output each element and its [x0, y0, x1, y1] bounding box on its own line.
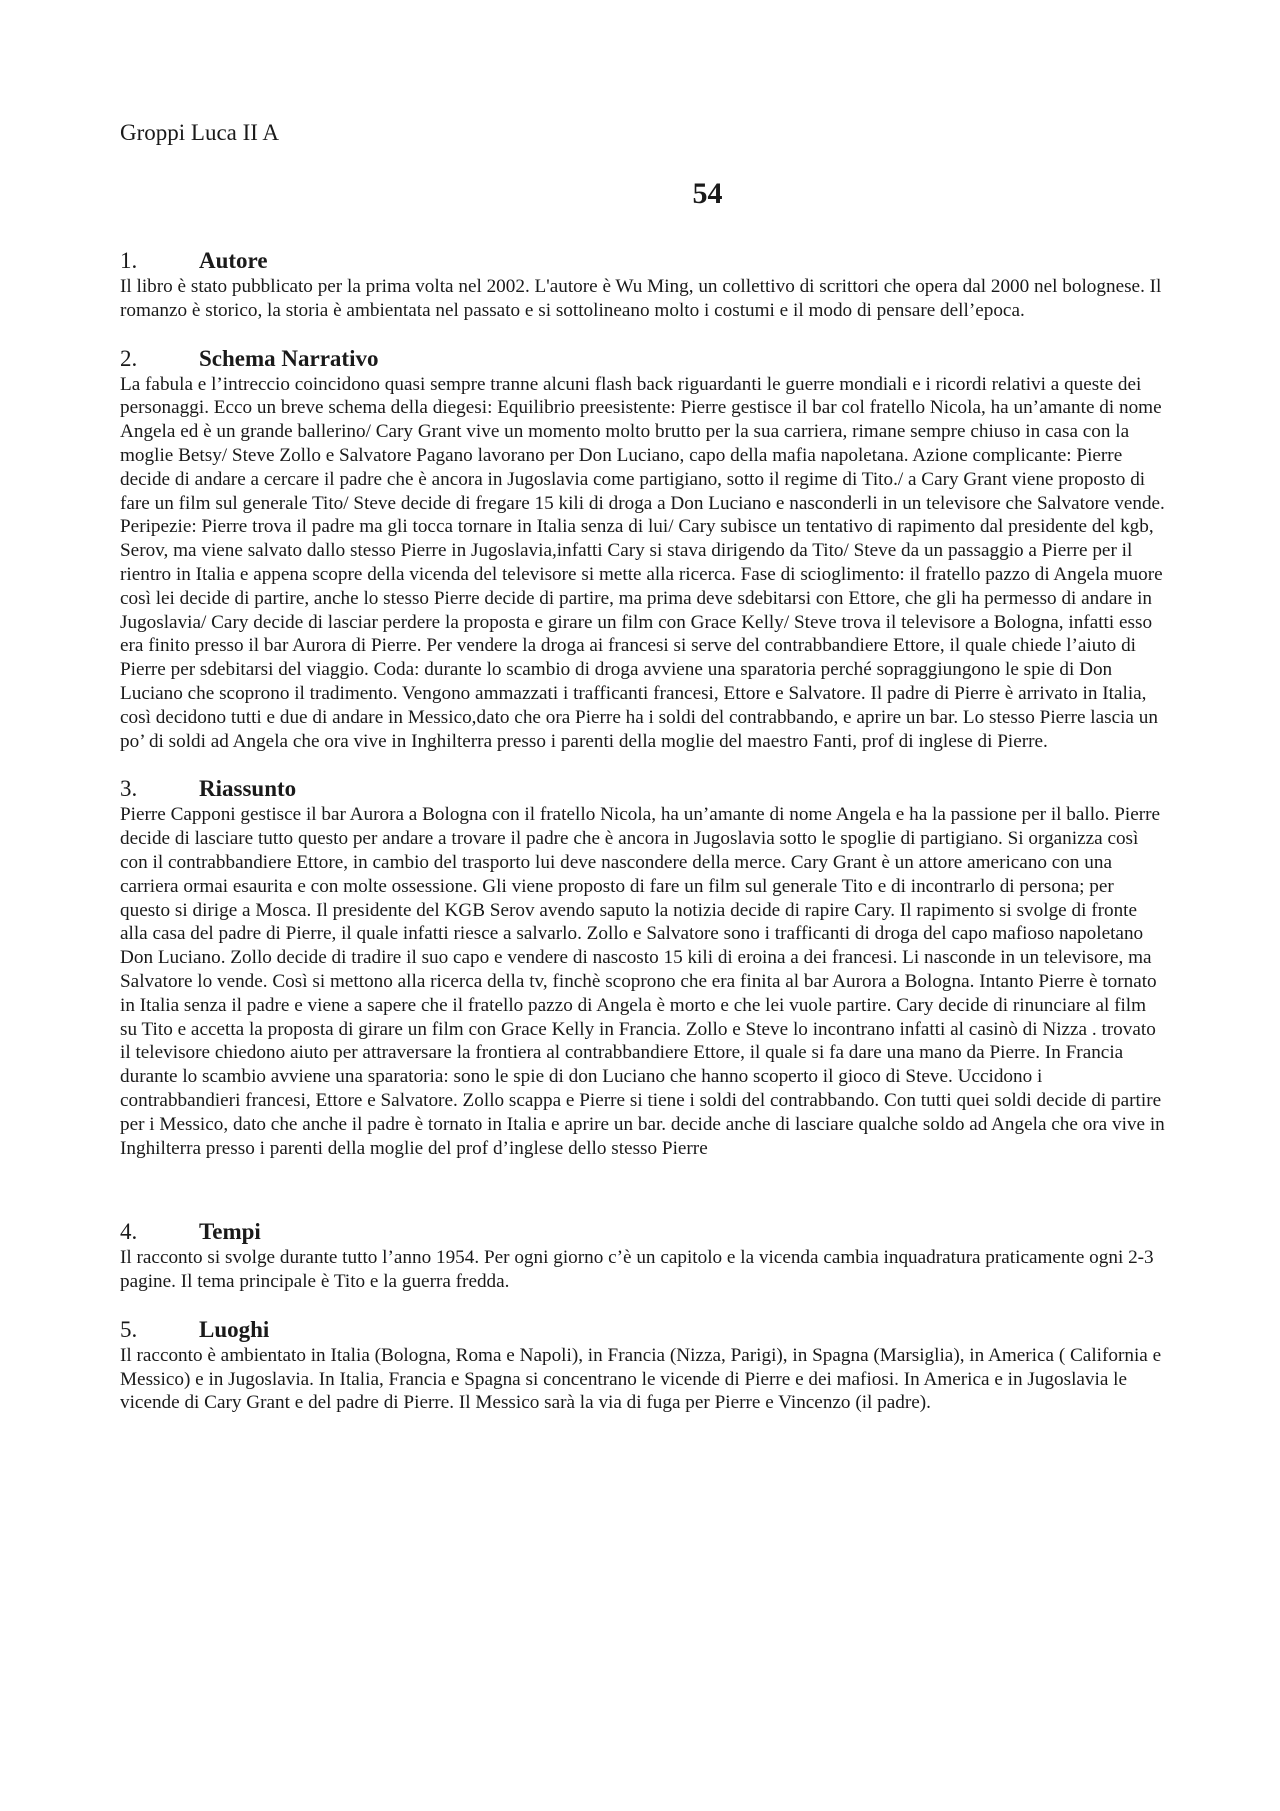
section-body: Il racconto si svolge durante tutto l’anno 1954. Per ogni giorno c’è un capitolo e la vicenda cambia inquadratura praticamente ogni 2-3 pagine. Il tema principale è Tito e la guerra fredda.: [120, 1247, 1154, 1293]
section-heading: [120, 1218, 1165, 1246]
section-number: 1.: [120, 248, 138, 273]
section-riassunto: [120, 775, 1165, 1160]
section-body: La fabula e l’intreccio coincidono quasi sempre tranne alcuni flash back riguardanti le guerre mondiali e i ricordi relativi a queste dei personaggi. Ecco un breve schema della diegesi: Equilibrio preesistente: Pierre gestisce il bar col fratello Nicola, ha un’amante di nome Angela ed è un grande ballerino/ Cary Grant vive un momento molto brutto per la sua carriera, rimane sempre chiuso in casa con la moglie Betsy/ Steve Zollo e Salvatore Pagano lavorano per Don Luciano, capo della mafia napoletana. Azione complicante: Pierre decide di andare a cercare il padre che è ancora in Jugoslavia come partigiano, sotto il regime di Tito./ a Cary Grant viene proposto di fare un film sul generale Tito/ Steve decide di fregare 15 kili di droga a Don Luciano e nasconderli in un televisore che Salvatore vende. Peripezie: Pierre trova il padre ma gli tocca tornare in Italia senza di lui/ Cary subisce un tentativo di rapimento dal presidente del kgb, Serov, ma viene salvato dallo stesso Pierre in Jugoslavia,infatti Cary si stava dirigendo da Tito/ Steve da un passaggio a Pierre per il rientro in Italia e appena scopre della vicenda del televisore si mette alla ricerca. Fase di scioglimento: il fratello pazzo di Angela muore così lei decide di partire, anche lo stesso Pierre decide di partire, ma prima deve sdebitarsi con Ettore, che gli ha permesso di andare in Jugoslavia/ Cary decide di lasciar perdere la proposta e girare un film con Grace Kelly/ Steve trova il televisore a Bologna, infatti esso era finito presso il bar Aurora di Pierre. Per vendere la droga ai francesi si serve del contrabbandiere Ettore, il quale chiede l’aiuto di Pierre per sdebitarsi del viaggio. Coda: durante lo scambio di droga avviene una sparatoria perché sopraggiungono le spie di Don Luciano che scoprono il tradimento. Vengono ammazzati i trafficanti francesi, Ettore e Salvatore. Il padre di Pierre è arrivato in Italia, così decidono tutti e due di andare in Messico,dato che ora Pierre ha i soldi del contrabbando, e aprire un bar. Lo stesso Pierre lascia un po’ di soldi ad Angela che ora vive in Inghilterra presso i parenti della moglie del maestro Fanti, prof di inglese di Pierre.: [120, 373, 1165, 752]
section-number: 3.: [120, 776, 138, 802]
section-luoghi: [120, 1316, 1165, 1415]
section-title: Autore: [199, 248, 268, 273]
section-tempi: [120, 1218, 1165, 1294]
section-heading: [120, 247, 1165, 275]
section-heading: [120, 345, 1165, 373]
section-title: Schema Narrativo: [199, 345, 379, 371]
section-body: Pierre Capponi gestisce il bar Aurora a Bologna con il fratello Nicola, ha un’amante di nome Angela e ha la passione per il ballo. Pierre decide di lasciare tutto questo per andare a trovare il padre che è ancora in Jugoslavia sotto le spoglie di partigiano. Si organizza così con il contrabbandiere Ettore, in cambio del trasporto lui deve nascondere della merce. Cary Grant è un attore americano con una carriera ormai esaurita e con molte ossessione. Gli viene proposto di fare un film sul generale Tito e di incontrarlo di persona; per questo si dirige a Mosca. Il presidente del KGB Serov avendo saputo la notizia decide di rapire Cary. Il rapimento si svolge di fronte alla casa del padre di Pierre, il quale infatti riesce a salvarlo. Zollo e Salvatore sono i trafficanti di droga del capo mafioso napoletano Don Luciano. Zollo decide di tradire il suo capo e vendere di nascosto 15 kili di eroina a dei francesi. Li nasconde in un televisore, ma Salvatore lo vende. Così si mettono alla ricerca della tv, finchè scoprono che era finita al bar Aurora a Bologna. Intanto Pierre è tornato in Italia senza il padre e viene a sapere che il fratello pazzo di Angela è morto e che lei vuole partire. Cary decide di rinunciare al film su Tito e accetta la proposta di girare un film con Grace Kelly in Francia. Zollo e Steve lo incontrano infatti al casinò di Nizza . trovato il televisore chiedono aiuto per attraversare la frontiera al contrabbandiere Ettore, il quale si fa dare una mano da Pierre. In Francia durante lo scambio avviene una sparatoria: sono le spie di don Luciano che hanno scoperto il gioco di Steve. Uccidono i contrabbandieri francesi, Ettore e Salvatore. Zollo scappa e Pierre si tiene i soldi del contrabbando. Con tutti quei soldi decide di partire per i Messico, dato che anche il padre è tornato in Italia e aprire un bar. decide anche di lasciare qualche soldo ad Angela che ora vive in Inghilterra presso i parenti della moglie del prof d’inglese dello stesso Pierre: [120, 804, 1165, 1159]
section-title: Tempi: [199, 1219, 261, 1245]
section-title: Luoghi: [199, 1316, 270, 1342]
section-title: Riassunto: [199, 776, 297, 802]
section-heading: [120, 1316, 1165, 1344]
section-heading: [120, 775, 1165, 803]
section-number: 4.: [120, 1219, 138, 1245]
section-number: 2.: [120, 345, 138, 371]
section-body: Il libro è stato pubblicato per la prima volta nel 2002. L'autore è Wu Ming, un collettivo di scrittori che opera dal 2000 nel bolognese. Il romanzo è storico, la storia è ambientata nel passato e si sottolineano molto i costumi e il modo di pensare dell’epoca.: [120, 276, 1162, 321]
section-number: 5.: [120, 1316, 138, 1342]
section-schema-narrativo: [120, 345, 1165, 754]
section-body: Il racconto è ambientato in Italia (Bologna, Roma e Napoli), in Francia (Nizza, Parigi), in Spagna (Marsiglia), in America ( California e Messico) e in Jugoslavia. In Italia, Francia e Spagna si concentrano le vicende di Pierre e dei mafiosi. In America e in Jugoslavia le vicende di Cary Grant e del padre di Pierre. Il Messico sarà la via di fuga per Pierre e Vincenzo (il padre).: [120, 1344, 1162, 1414]
document-page: [120, 118, 1165, 1415]
document-title: 54: [692, 177, 723, 210]
author-line: Groppi Luca II A: [120, 120, 280, 145]
section-autore: [120, 247, 1165, 323]
